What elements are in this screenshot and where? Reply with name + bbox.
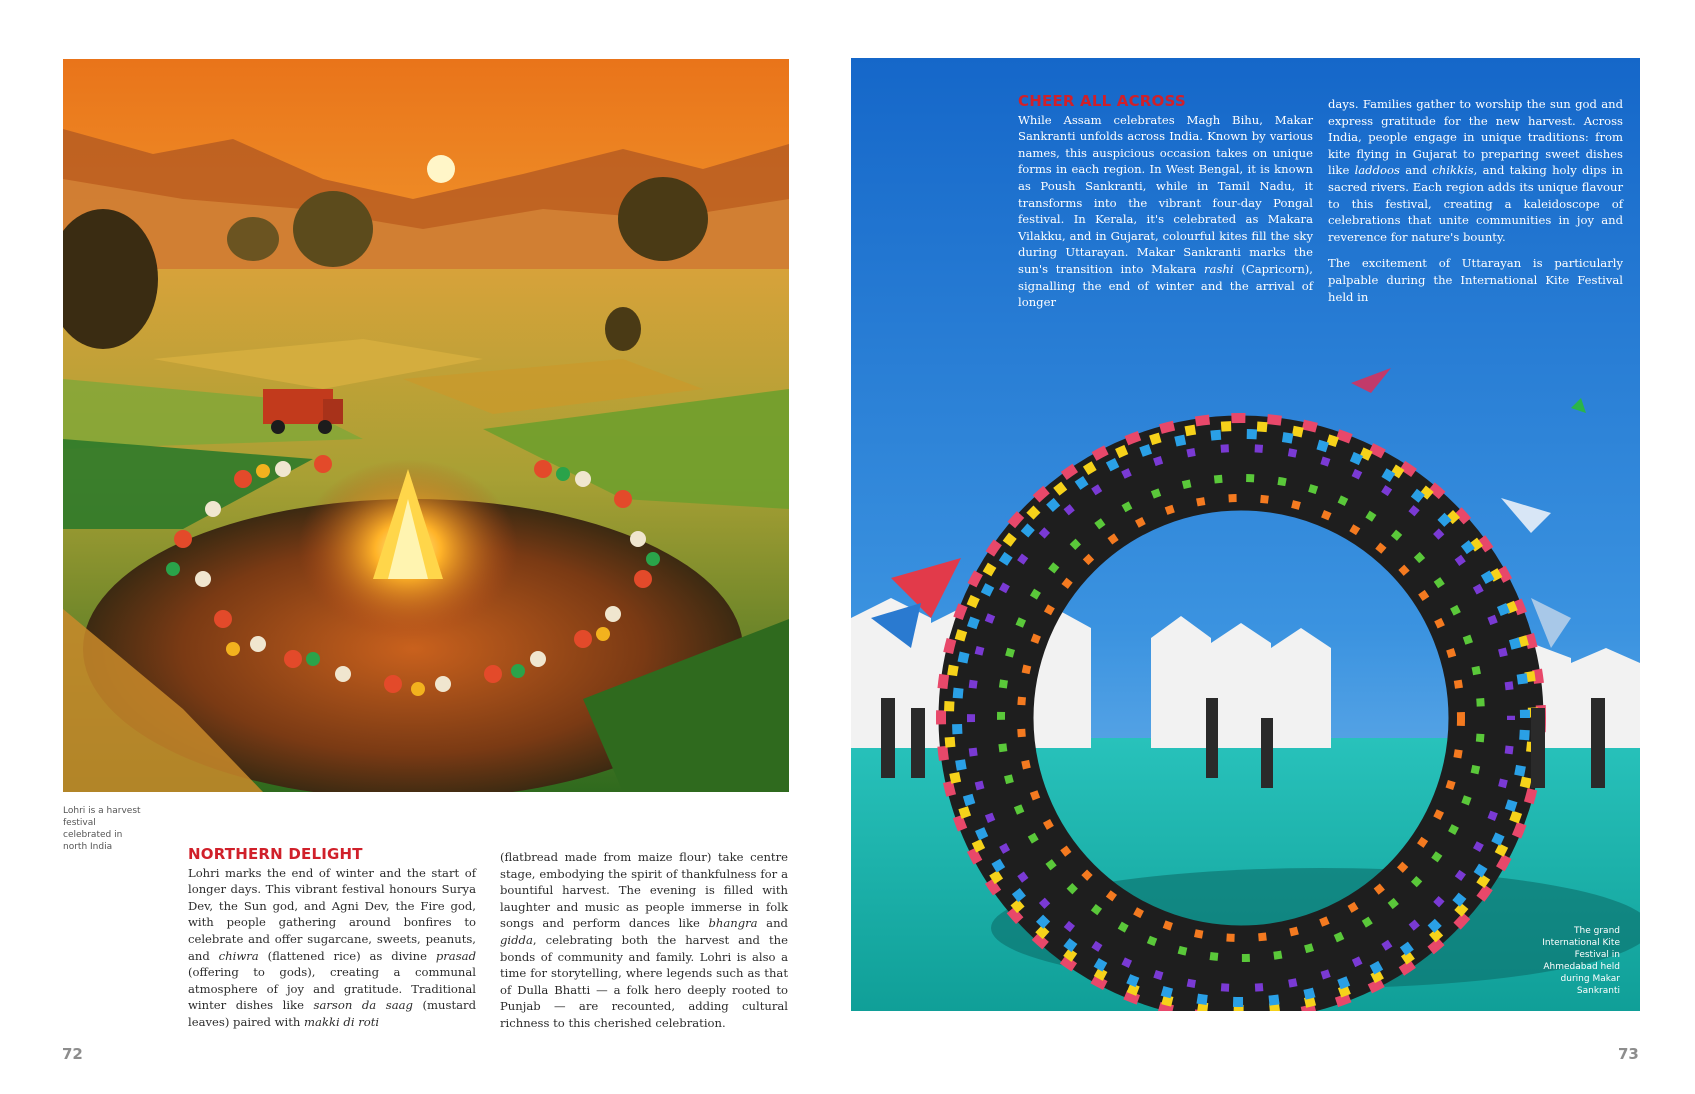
lohri-photo-caption: Lohri is a harvest festival celebrated in north India bbox=[63, 806, 141, 852]
northern-delight-column-1 bbox=[188, 846, 476, 1031]
cheer-all-across-paragraph: While Assam celebrates Magh Bihu, Makar Sankranti unfolds across India. Known by various names, this auspicious occasion takes on unique forms in each region. In West Bengal, it is known as Poush Sankranti, while in Tamil Nadu, it transforms into the vibrant four-day Pongal festival. In Kerala, it's celebrated as Makara Vilakku, and in Gujarat, colourful kites fill the sky during Uttarayan. Makar Sankranti marks the sun's transition into Makara rashi (Capricorn), signalling the end of winter and the arrival of longer bbox=[1018, 112, 1313, 310]
cheer-all-across-paragraph-cont: days. Families gather to worship the sun god and express gratitude for the new harvest. Across India, people engage in unique traditions: from kite flying in Gujarat to preparing sweet dishes like laddoos and chikkis, and taking holy dips in sacred rivers. Each region adds its unique flavour to this festival, creating a kaleidoscope of celebrations that unite communities in joy and reverence for nature's bounty. bbox=[1328, 97, 1623, 244]
kite-photo-caption: The grand International Kite Festival in Ahmedabad held during Makar Sankranti bbox=[1542, 926, 1620, 996]
northern-delight-heading: NORTHERN DELIGHT bbox=[188, 845, 363, 863]
cheer-all-across-column-2 bbox=[1328, 96, 1623, 305]
northern-delight-paragraph: Lohri marks the end of winter and the start of longer days. This vibrant festival honours Surya Dev, the Sun god, and Agni Dev, the Fire god, with people gathering around bonfires to celebrate and offer sugarcane, sweets, peanuts, and chiwra (flattened rice) as divine prasad (offering to gods), creating a communal atmosphere of joy and gratitude. Traditional winter dishes like sarson da saag (mustard leaves) paired with makki di roti bbox=[188, 865, 476, 1029]
lohri-festival-photo bbox=[63, 59, 789, 792]
northern-delight-paragraph-cont: (flatbread made from maize flour) take centre stage, embodying the spirit of thankfulness for a bountiful harvest. The evening is filled with laughter and music as people immerse in folk songs and perform dances like bhangra and gidda, celebrating both the harvest and the bonds of community and family. Lohri is also a time for storytelling, where legends such as that of Dulla Bhatti — a folk hero deeply rooted to Punjab — are recounted, adding cultural richness to this cherished celebration. bbox=[500, 850, 788, 1030]
page-number-right: 73 bbox=[1618, 1045, 1639, 1063]
uttarayan-paragraph: The excitement of Uttarayan is particularly palpable during the International Kite Festival held in bbox=[1328, 256, 1623, 304]
page-number-left: 72 bbox=[62, 1045, 83, 1063]
cheer-all-across-heading: CHEER ALL ACROSS bbox=[1018, 92, 1186, 110]
cheer-all-across-column-1 bbox=[1018, 93, 1313, 311]
northern-delight-column-2 bbox=[500, 849, 788, 1032]
